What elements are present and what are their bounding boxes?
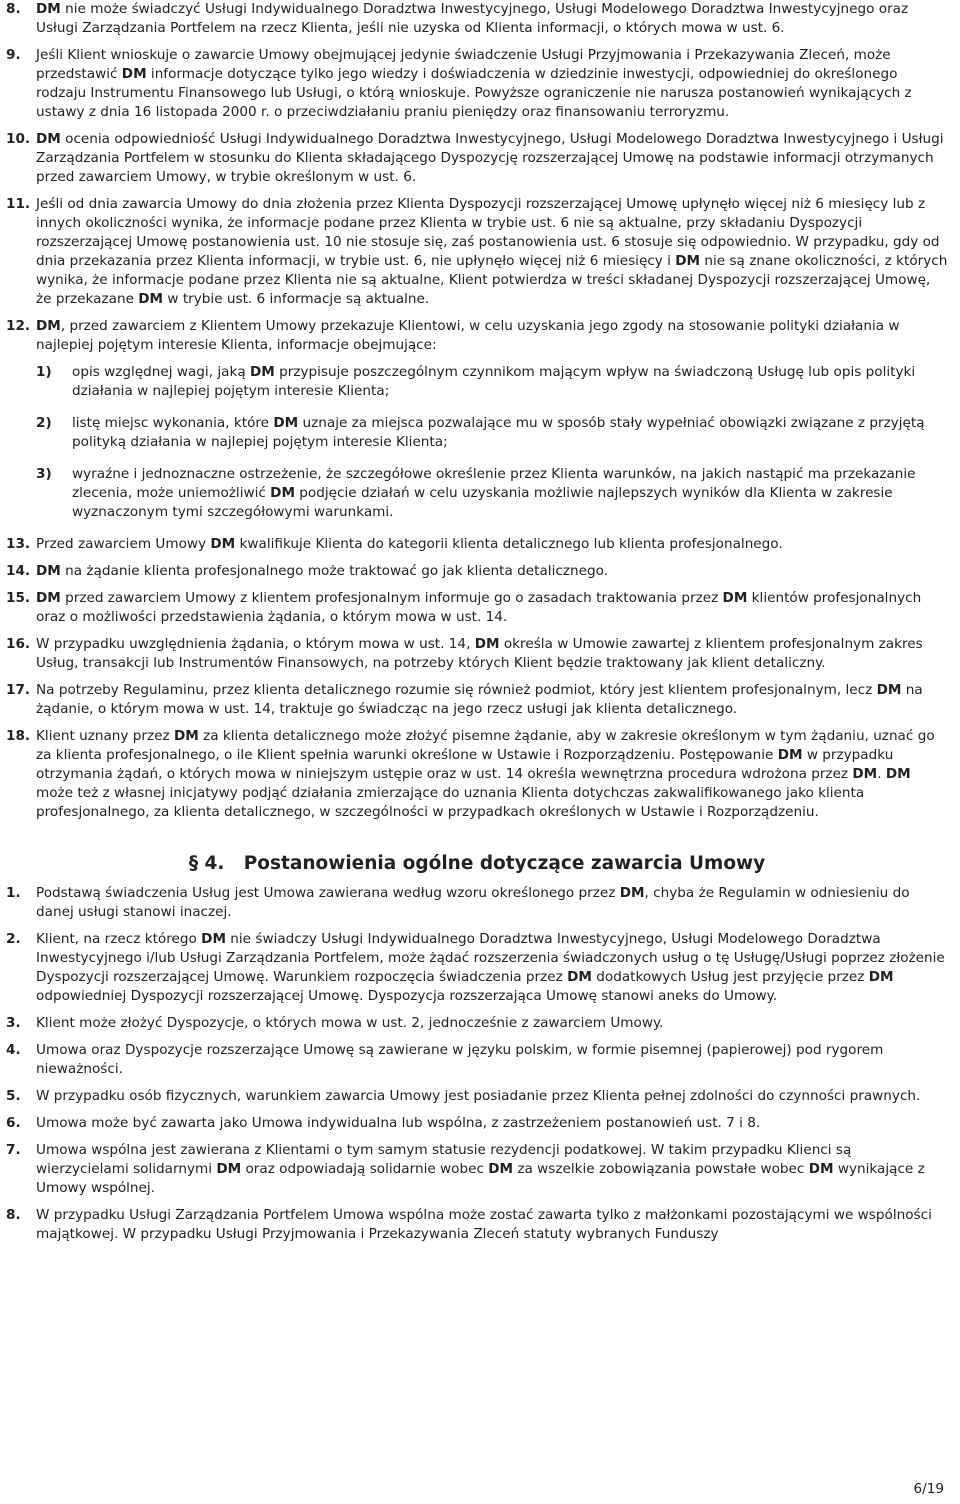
- paragraph-text: listę miejsc wykonania, które DM uznaje za miejsca pozwalające mu w sposób stały wypełniać obowiązki związane z przyjętą polityką działania w najlepiej pojętym interesie Klienta;: [72, 415, 925, 450]
- page-number: 6/19: [913, 1481, 944, 1497]
- paragraph-text: Przed zawarciem Umowy DM kwalifikuje Klienta do kategorii klienta detalicznego lub klienta profesjonalnego.: [36, 536, 783, 552]
- paragraphs-c: [6, 884, 948, 1244]
- paragraph-number: 1.: [6, 885, 21, 901]
- paragraph: [6, 884, 948, 922]
- paragraph-number: 13.: [6, 536, 31, 552]
- section-title-text: Postanowienia ogólne dotyczące zawarcia Umowy: [243, 853, 766, 874]
- paragraph-number: 10.: [6, 131, 31, 147]
- section-marker: §: [188, 853, 199, 874]
- paragraph-number: 2): [36, 415, 52, 431]
- paragraph-number: 8.: [6, 1207, 21, 1223]
- paragraph-text: Jeśli Klient wnioskuje o zawarcie Umowy obejmującej jedynie świadczenie Usługi Przyjmowania i Przekazywania Zleceń, może przedstawić DM informacje dotyczące tylko jego wiedzy i doświadczenia w dziedzinie inwestycji, odpowiedniej do określonego rodzaju Instrumentu Finansowego lub Usługi, o którą wnioskuje. Powyższe ograniczenie nie narusza postanowień wynikających z ustawy z dnia 16 listopada 2000 r. o przeciwdziałaniu praniu pieniędzy oraz finansowaniu terroryzmu.: [36, 47, 912, 120]
- paragraph-number: 17.: [6, 682, 31, 698]
- paragraphs-a: [6, 0, 948, 355]
- paragraph-number: 11.: [6, 196, 31, 212]
- paragraph: [6, 535, 948, 554]
- paragraph-number: 1): [36, 364, 52, 380]
- paragraph: [6, 1014, 948, 1033]
- paragraph: [6, 0, 948, 38]
- paragraph: [6, 317, 948, 355]
- paragraph: [6, 1087, 948, 1106]
- paragraph-text: Umowa oraz Dyspozycje rozszerzające Umowę są zawierane w języku polskim, w formie pisemnej (papierowej) pod rygorem nieważności.: [36, 1042, 884, 1077]
- paragraph-text: Umowa może być zawarta jako Umowa indywidualna lub wspólna, z zastrzeżeniem postanowień ust. 7 i 8.: [36, 1115, 761, 1131]
- paragraph-number: 18.: [6, 728, 31, 744]
- paragraph: [6, 930, 948, 1006]
- paragraph: [6, 589, 948, 627]
- paragraph: [6, 46, 948, 122]
- paragraph-text: Umowa wspólna jest zawierana z Klientami o tym samym statusie rezydencji podatkowej. W takim przypadku Klienci są wierzycielami solidarnymi DM oraz odpowiadają solidarnie wobec DM za wszelkie zobowiązania powstałe wobec DM wynikające z Umowy wspólnej.: [36, 1142, 925, 1196]
- paragraph: [36, 414, 948, 452]
- paragraph-text: DM ocenia odpowiedniość Usługi Indywidualnego Doradztwa Inwestycyjnego, Usługi Modelowego Doradztwa Inwestycyjnego i Usługi Zarządzania Portfelem w stosunku do Klienta składającego Dyspozycję rozszerzającej Umowę na podstawie informacji otrzymanych przed zawarciem Umowy, w trybie określonym w ust. 6.: [36, 131, 944, 185]
- paragraph: [6, 195, 948, 309]
- paragraph: [6, 1114, 948, 1133]
- paragraph-text: W przypadku osób fizycznych, warunkiem zawarcia Umowy jest posiadanie przez Klienta pełnej zdolności do czynności prawnych.: [36, 1088, 921, 1104]
- paragraph-number: 4.: [6, 1042, 21, 1058]
- paragraph-text: DM przed zawarciem Umowy z klientem profesjonalnym informuje go o zasadach traktowania przez DM klientów profesjonalnych oraz o możliwości przedstawienia żądania, o którym mowa w ust. 14.: [36, 590, 922, 625]
- paragraph-text: W przypadku Usługi Zarządzania Portfelem Umowa wspólna może zostać zawarta tylko z małżonkami pozostającymi we wspólności majątkowej. W przypadku Usługi Przyjmowania i Przekazywania Zleceń statuty wybranych Funduszy: [36, 1207, 932, 1242]
- paragraph-text: DM na żądanie klienta profesjonalnego może traktować go jak klienta detalicznego.: [36, 563, 608, 579]
- paragraph: [6, 635, 948, 673]
- paragraph: [6, 681, 948, 719]
- paragraph-number: 6.: [6, 1115, 21, 1131]
- paragraph-number: 5.: [6, 1088, 21, 1104]
- paragraph-number: 16.: [6, 636, 31, 652]
- paragraph: [36, 465, 948, 522]
- paragraph-text: Na potrzeby Regulaminu, przez klienta detalicznego rozumie się również podmiot, który jest klientem profesjonalnym, lecz DM na żądanie, o którym mowa w ust. 14, traktuje go świadcząc na jego rzecz usługi jak klienta detalicznego.: [36, 682, 923, 717]
- section-heading: [6, 852, 948, 876]
- paragraph-text: Klient może złożyć Dyspozycje, o których mowa w ust. 2, jednocześnie z zawarciem Umowy.: [36, 1015, 664, 1031]
- paragraph-number: 14.: [6, 563, 31, 579]
- paragraph-number: 8.: [6, 1, 21, 17]
- paragraph-number: 15.: [6, 590, 31, 606]
- paragraph: [6, 1041, 948, 1079]
- section-number: 4.: [204, 853, 225, 874]
- paragraph-text: Podstawą świadczenia Usług jest Umowa zawierana według wzoru określonego przez DM, chyba że Regulamin w odniesieniu do danej usługi stanowi inaczej.: [36, 885, 910, 920]
- paragraphs-b: [6, 535, 948, 822]
- paragraph-text: opis względnej wagi, jaką DM przypisuje poszczególnym czynnikom mającym wpływ na świadczoną Usługę lub opis polityki działania w najlepiej pojętym interesie Klienta;: [72, 364, 916, 399]
- paragraph-number: 2.: [6, 931, 21, 947]
- paragraph: [36, 363, 948, 401]
- paragraph: [6, 727, 948, 822]
- paragraph-number: 7.: [6, 1142, 21, 1158]
- paragraph: [6, 562, 948, 581]
- paragraph-number: 9.: [6, 47, 21, 63]
- paragraph-text: Klient uznany przez DM za klienta detalicznego może złożyć pisemne żądanie, aby w zakresie określonym w tym żądaniu, uznać go za klienta profesjonalnego, o ile Klient spełnia warunki określone w Ustawie i Rozporządzeniu. Postępowanie DM w przypadku otrzymania żądań, o których mowa w niniejszym ustępie oraz w ust. 14 określa wewnętrzna procedura wdrożona przez DM. DM może też z własnej inicjatywy podjąć działania zmierzające do uznania Klienta dotychczas zakwalifikowanego jako klienta profesjonalnego, za klienta detalicznego, w szczególności w przypadkach określonych w Ustawie i Rozporządzeniu.: [36, 728, 935, 820]
- paragraph-number: 3): [36, 466, 52, 482]
- paragraph-text: W przypadku uwzględnienia żądania, o którym mowa w ust. 14, DM określa w Umowie zawartej z klientem profesjonalnym zakres Usług, transakcji lub Instrumentów Finansowych, na potrzeby których Klient będzie traktowany jak klient detaliczny.: [36, 636, 923, 671]
- paragraph: [6, 1206, 948, 1244]
- paragraph-text: Klient, na rzecz którego DM nie świadczy Usługi Indywidualnego Doradztwa Inwestycyjnego, Usługi Modelowego Doradztwa Inwestycyjnego i/lub Usługi Zarządzania Portfelem, może żądać rozszerzenia świadczonych usług o tę Usługę/Usługi poprzez złożenie Dyspozycji rozszerzającej Umowę. Warunkiem rozpoczęcia świadczenia przez DM dodatkowych Usług jest przyjęcie przez DM odpowiedniej Dyspozycji rozszerzającej Umowę. Dyspozycja rozszerzająca Umowę stanowi aneks do Umowy.: [36, 931, 945, 1004]
- paragraph-number: 3.: [6, 1015, 21, 1031]
- paragraph-number: 12.: [6, 318, 31, 334]
- paragraph-text: DM nie może świadczyć Usługi Indywidualnego Doradztwa Inwestycyjnego, Usługi Modelowego Doradztwa Inwestycyjnego oraz Usługi Zarządzania Portfelem na rzecz Klienta, jeśli nie uzyska od Klienta informacji, o których mowa w ust. 6.: [36, 1, 909, 36]
- sub-items: [6, 363, 948, 522]
- paragraph: [6, 130, 948, 187]
- paragraph-text: Jeśli od dnia zawarcia Umowy do dnia złożenia przez Klienta Dyspozycji rozszerzającej Umowę upłynęło więcej niż 6 miesięcy lub z innych okoliczności wynika, że informacje podane przez Klienta w trybie ust. 6 nie są aktualne, przy składaniu Dyspozycji rozszerzającej Umowę postanowienia ust. 10 nie stosuje się, zaś postanowienia ust. 6 stosuje się odpowiednio. W przypadku, gdy od dnia przekazania przez Klienta informacji, w trybie ust. 6, nie upłynęło więcej niż 6 miesięcy i DM nie są znane okoliczności, z których wynika, że informacje podane przez Klienta nie są aktualne, Klient potwierdza w treści składanej Dyspozycji rozszerzającej Umowę, że przekazane DM w trybie ust. 6 informacje są aktualne.: [36, 196, 948, 307]
- paragraph-text: DM, przed zawarciem z Klientem Umowy przekazuje Klientowi, w celu uzyskania jego zgody na stosowanie polityki działania w najlepiej pojętym interesie Klienta, informacje obejmujące:: [36, 318, 900, 353]
- paragraph: [6, 1141, 948, 1198]
- paragraph-text: wyraźne i jednoznaczne ostrzeżenie, że szczegółowe określenie przez Klienta warunków, na jakich nastąpić ma przekazanie zlecenia, może uniemożliwić DM podjęcie działań w celu uzyskania możliwie najlepszych wyników dla Klienta w zakresie wyznaczonym tymi szczegółowymi warunkami.: [72, 466, 916, 520]
